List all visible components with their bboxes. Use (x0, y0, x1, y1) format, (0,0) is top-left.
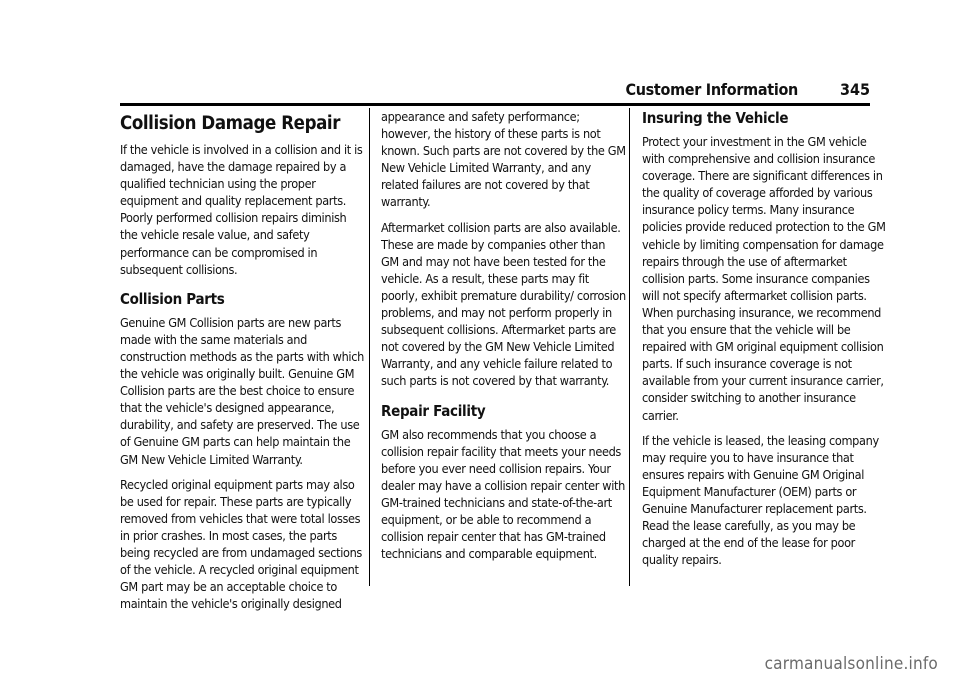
watermark: carmanualsonline.info (764, 654, 938, 674)
insuring-vehicle-heading: Insuring the Vehicle (642, 109, 789, 127)
collision-damage-repair-title: Collision Damage Repair (120, 113, 341, 134)
page-footer (0, 652, 960, 678)
recycled-parts-continued: appearance and safety performance; however, the history of these parts is not known. Such parts are not covered by the GM New Vehicle Limited Warranty, and any related failures are not covered by that warranty. (381, 109, 626, 210)
column-2 (381, 108, 626, 570)
repair-facility-heading: Repair Facility (381, 401, 486, 420)
column-divider (629, 108, 630, 586)
section-title: Customer Information (625, 80, 798, 99)
aftermarket-parts-paragraph: Aftermarket collision parts are also available. These are made by companies other than GM and may not have been tested for the vehicle. As a result, these parts may fit poorly, exhibit premature durability/ corrosion problems, and may not perform properly in subsequent collisions. Aftermarket parts are not covered by the GM New Vehicle Limited Warranty, and any vehicle failure related to such parts is not covered by that warranty. (381, 219, 626, 389)
genuine-parts-paragraph: Genuine GM Collision parts are new parts made with the same materials and construction methods as the parts with which the vehicle was originally built. Genuine GM Collision parts are the best choice to ensure that the vehicle's designed appearance, durability, and safety are preserved. The use of Genuine GM parts can help maintain the GM New Vehicle Limited Warranty. (120, 314, 364, 467)
repair-facility-paragraph: GM also recommends that you choose a collision repair facility that meets your needs before you ever need collision repairs. Your dealer may have a collision repair center with GM-trained technicians and state-of-the-art equipment, or be able to recommend a collision repair center that has GM-trained technicians and comparable equipment. (381, 426, 625, 562)
column-3 (642, 108, 887, 576)
column-1 (120, 108, 365, 620)
column-divider (369, 108, 370, 586)
page-header (0, 80, 870, 104)
collision-parts-heading: Collision Parts (120, 289, 225, 308)
header-rule (120, 103, 870, 106)
recycled-parts-paragraph: Recycled original equipment parts may also be used for repair. These parts are typically removed from vehicles that were total losses in prior crashes. In most cases, the parts being recycled are from undamaged sections of the vehicle. A recycled original equipment GM part may be an acceptable choice to maintain the vehicle's originally designed (120, 476, 362, 612)
collision-intro-paragraph: If the vehicle is involved in a collision and it is damaged, have the damage repaired by a qualified technician using the proper equipment and quality replacement parts. Poorly performed collision repairs diminish the vehicle resale value, and safety performance can be compromised in subsequent collisions. (120, 142, 363, 277)
page-number: 345 (839, 80, 870, 99)
leased-vehicle-paragraph: If the vehicle is leased, the leasing company may require you to have insurance that ensures repairs with Genuine GM Original Equipment Manufacturer (OEM) parts or Genuine Manufacturer replacement parts. Read the lease carefully, as you may be charged at the end of the lease for poor quality repairs. (642, 432, 879, 568)
insurance-coverage-paragraph: Protect your investment in the GM vehicle with comprehensive and collision insurance coverage. There are significant differences in the quality of coverage afforded by various insurance policy terms. Many insurance policies provide reduced protection to the GM vehicle by limiting compensation for damage repairs through the use of aftermarket collision parts. Some insurance companies will not specify aftermarket collision parts. When purchasing insurance, we recommend that you ensure that the vehicle will be repaired with GM original equipment collision parts. If such insurance coverage is not available from your current insurance carrier, consider switching to another insurance carrier. (642, 134, 886, 423)
